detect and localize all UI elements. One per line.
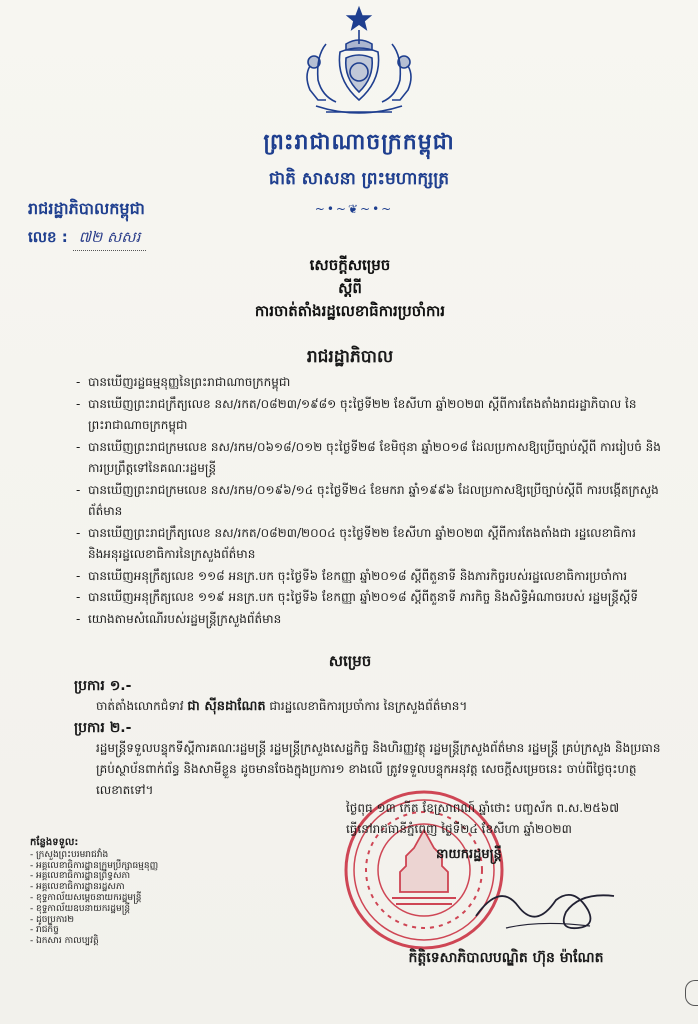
article-1-text — [96, 696, 666, 717]
royal-arms-emblem — [296, 4, 422, 122]
decision-title: សេចក្តីសម្រេច — [309, 256, 391, 274]
decorative-divider: ~•~❦~•~ — [314, 202, 394, 216]
recipients-list — [30, 838, 230, 947]
recipient-item: - ខុទ្ទកាល័យឧបនាយករដ្ឋមន្ត្រី — [30, 904, 230, 915]
appointee-name: ជា ស៊ីនដាណែត — [187, 699, 266, 714]
article-2-text: រដ្ឋមន្ត្រីទទួលបន្ទុកទីស្តីការគណៈរដ្ឋមន្ត្រី រដ្ឋមន្ត្រីក្រសួងសេដ្ឋកិច្ច និងហិរញ្ញវត្ថុ រដ្ឋមន្ត្រីក្រសួងព័ត៌មាន រដ្ឋមន្ត្រី គ្រប់ក្រសួង និងប្រធានគ្រប់ស្ថាប័នពាក់ព័ន្ធ និងសាមីខ្លួន ដូចមានចែងក្នុងប្រការ១ ខាងលើ ត្រូវទទួលបន្ទុកអនុវត្ត សេចក្តីសម្រេចនេះ ចាប់ពីថ្ងៃចុះហត្ថលេខាតទៅ។ — [96, 741, 661, 797]
reference-item: - បានឃើញរដ្ឋធម្មនុញ្ញនៃព្រះរាជាណាចក្រកម្ពុជា — [76, 372, 666, 394]
recipient-item: - ដូចប្រការ២ — [30, 915, 230, 926]
signatory-title: នាយករដ្ឋមន្ត្រី — [436, 847, 502, 862]
recipient-item: - អគ្គលេខាធិការដ្ឋានរដ្ឋសភា — [30, 882, 230, 893]
document-number-label: លេខ : — [28, 228, 68, 246]
page-curl-edge — [685, 980, 698, 1006]
document-number — [28, 228, 146, 251]
article-1-text-after: ជារដ្ឋលេខាធិការប្រចាំការ នៃក្រសួងព័ត៌មាន។ — [265, 699, 468, 713]
reference-item: - បានឃើញព្រះរាជក្រមលេខ នស/រកម/០៦១៨/០១២ ចុះថ្ងៃទី២៨ ខែមិថុនា ឆ្នាំ២០១៨ ដែលប្រកាសឱ្យប្រើច្បាប់ស្តីពី ការរៀបចំ និងការប្រព្រឹត្តទៅនៃគណៈរដ្ឋមន្ត្រី — [76, 437, 666, 480]
recipient-item: - អគ្គលេខាធិការដ្ឋានក្រុមប្រឹក្សាធម្មនុញ្ញ — [30, 861, 230, 872]
document-number-value: ៧២ សសរ — [73, 228, 147, 251]
recipient-item: - ខុទ្ទកាល័យសម្តេចនាយករដ្ឋមន្ត្រី — [30, 893, 230, 904]
lunar-date: ថ្ងៃពុធ ១៣ កើត ខែស្រាពណ៍ ឆ្នាំថោះ បញ្ចស័ក ព.ស.២៥៦៧ — [346, 801, 620, 815]
decides-heading: សម្រេច — [328, 652, 372, 670]
article-1-text-before: ចាត់តាំងលោកជំទាវ — [96, 699, 188, 713]
decision-subtitle-on: ស្តីពី — [338, 279, 362, 297]
signatory-name: កិត្តិទេសាភិបាលបណ្ឌិត ហ៊ុន ម៉ាណែត — [408, 950, 604, 966]
handwritten-signature — [470, 876, 620, 942]
reference-item: - បានឃើញព្រះរាជក្រមលេខ នស/រកម/០១៩៦/១៤ ចុះថ្ងៃទី២៤ ខែមករា ឆ្នាំ១៩៩៦ ដែលប្រកាសឱ្យប្រើច្បាប់ស្តីពី ការបង្កើតក្រសួងព័ត៌មាន — [76, 480, 666, 523]
recipient-item: - ឯកសារ កាលប្បវត្តិ — [30, 936, 230, 947]
decision-subject: ការចាត់តាំងរដ្ឋលេខាធិការប្រចាំការ — [254, 302, 446, 320]
reference-item: - បានឃើញអនុក្រឹត្យលេខ ១១៩ អនក្រ.បក ចុះថ្ងៃទី៦ ខែកញ្ញា ឆ្នាំ២០១៨ ស្តីពីតួនាទី ភារកិច្ច និងសិទ្ធិអំណាចរបស់ រដ្ឋមន្ត្រីស្តីទី — [76, 587, 666, 609]
reference-item: - បានឃើញព្រះរាជក្រឹត្យលេខ នស/រកត/០៨២៣/១៩៨១ ចុះថ្ងៃទី២២ ខែសីហា ឆ្នាំ២០២៣ ស្តីពីការតែងតាំងរាជរដ្ឋាភិបាល នៃព្រះរាជាណាចក្រកម្ពុជា — [76, 394, 666, 437]
royal-government-heading: រាជរដ្ឋាភិបាល — [306, 347, 394, 367]
national-motto: ជាតិ សាសនា ព្រះមហាក្សត្រ — [268, 169, 450, 189]
issuing-authority: រាជរដ្ឋាភិបាលកម្ពុជា — [28, 199, 145, 218]
reference-item: - យោងតាមសំណើរបស់រដ្ឋមន្ត្រីក្រសួងព័ត៌មាន — [76, 609, 666, 631]
place-and-date: ធ្វើនៅរាជធានីភ្នំពេញ ថ្ងៃទី២៤ ខែសីហា ឆ្នាំ២០២៣ — [346, 822, 572, 836]
recipient-item: - ក្រសួងព្រះបរមរាជវាំង — [30, 850, 230, 861]
recipients-heading: កន្លែងទទួល: — [30, 837, 79, 848]
kingdom-title: ព្រះរាជាណាចក្រកម្ពុជា — [263, 130, 455, 155]
reference-item: - បានឃើញអនុក្រឹត្យលេខ ១១៨ អនក្រ.បក ចុះថ្ងៃទី៦ ខែកញ្ញា ឆ្នាំ២០១៨ ស្តីពីតួនាទី និងភារកិច្ចរបស់រដ្ឋលេខាធិការប្រចាំការ — [76, 566, 666, 588]
article-2-heading: ប្រការ ២.- — [74, 720, 132, 736]
article-1-heading: ប្រការ ១.- — [74, 678, 132, 694]
recipient-item: - អគ្គលេខាធិការដ្ឋានព្រឹទ្ធសភា — [30, 871, 230, 882]
reference-item: - បានឃើញព្រះរាជក្រឹត្យលេខ នស/រកត/០៨២៣/២០០៤ ចុះថ្ងៃទី២២ ខែសីហា ឆ្នាំ២០២៣ ស្តីពីការតែងតាំងជា រដ្ឋលេខាធិការ និងអនុរដ្ឋលេខាធិការនៃក្រសួងព័ត៌មាន — [76, 523, 666, 566]
references-list — [76, 372, 666, 630]
recipient-item: - រាជកិច្ច — [30, 925, 230, 936]
